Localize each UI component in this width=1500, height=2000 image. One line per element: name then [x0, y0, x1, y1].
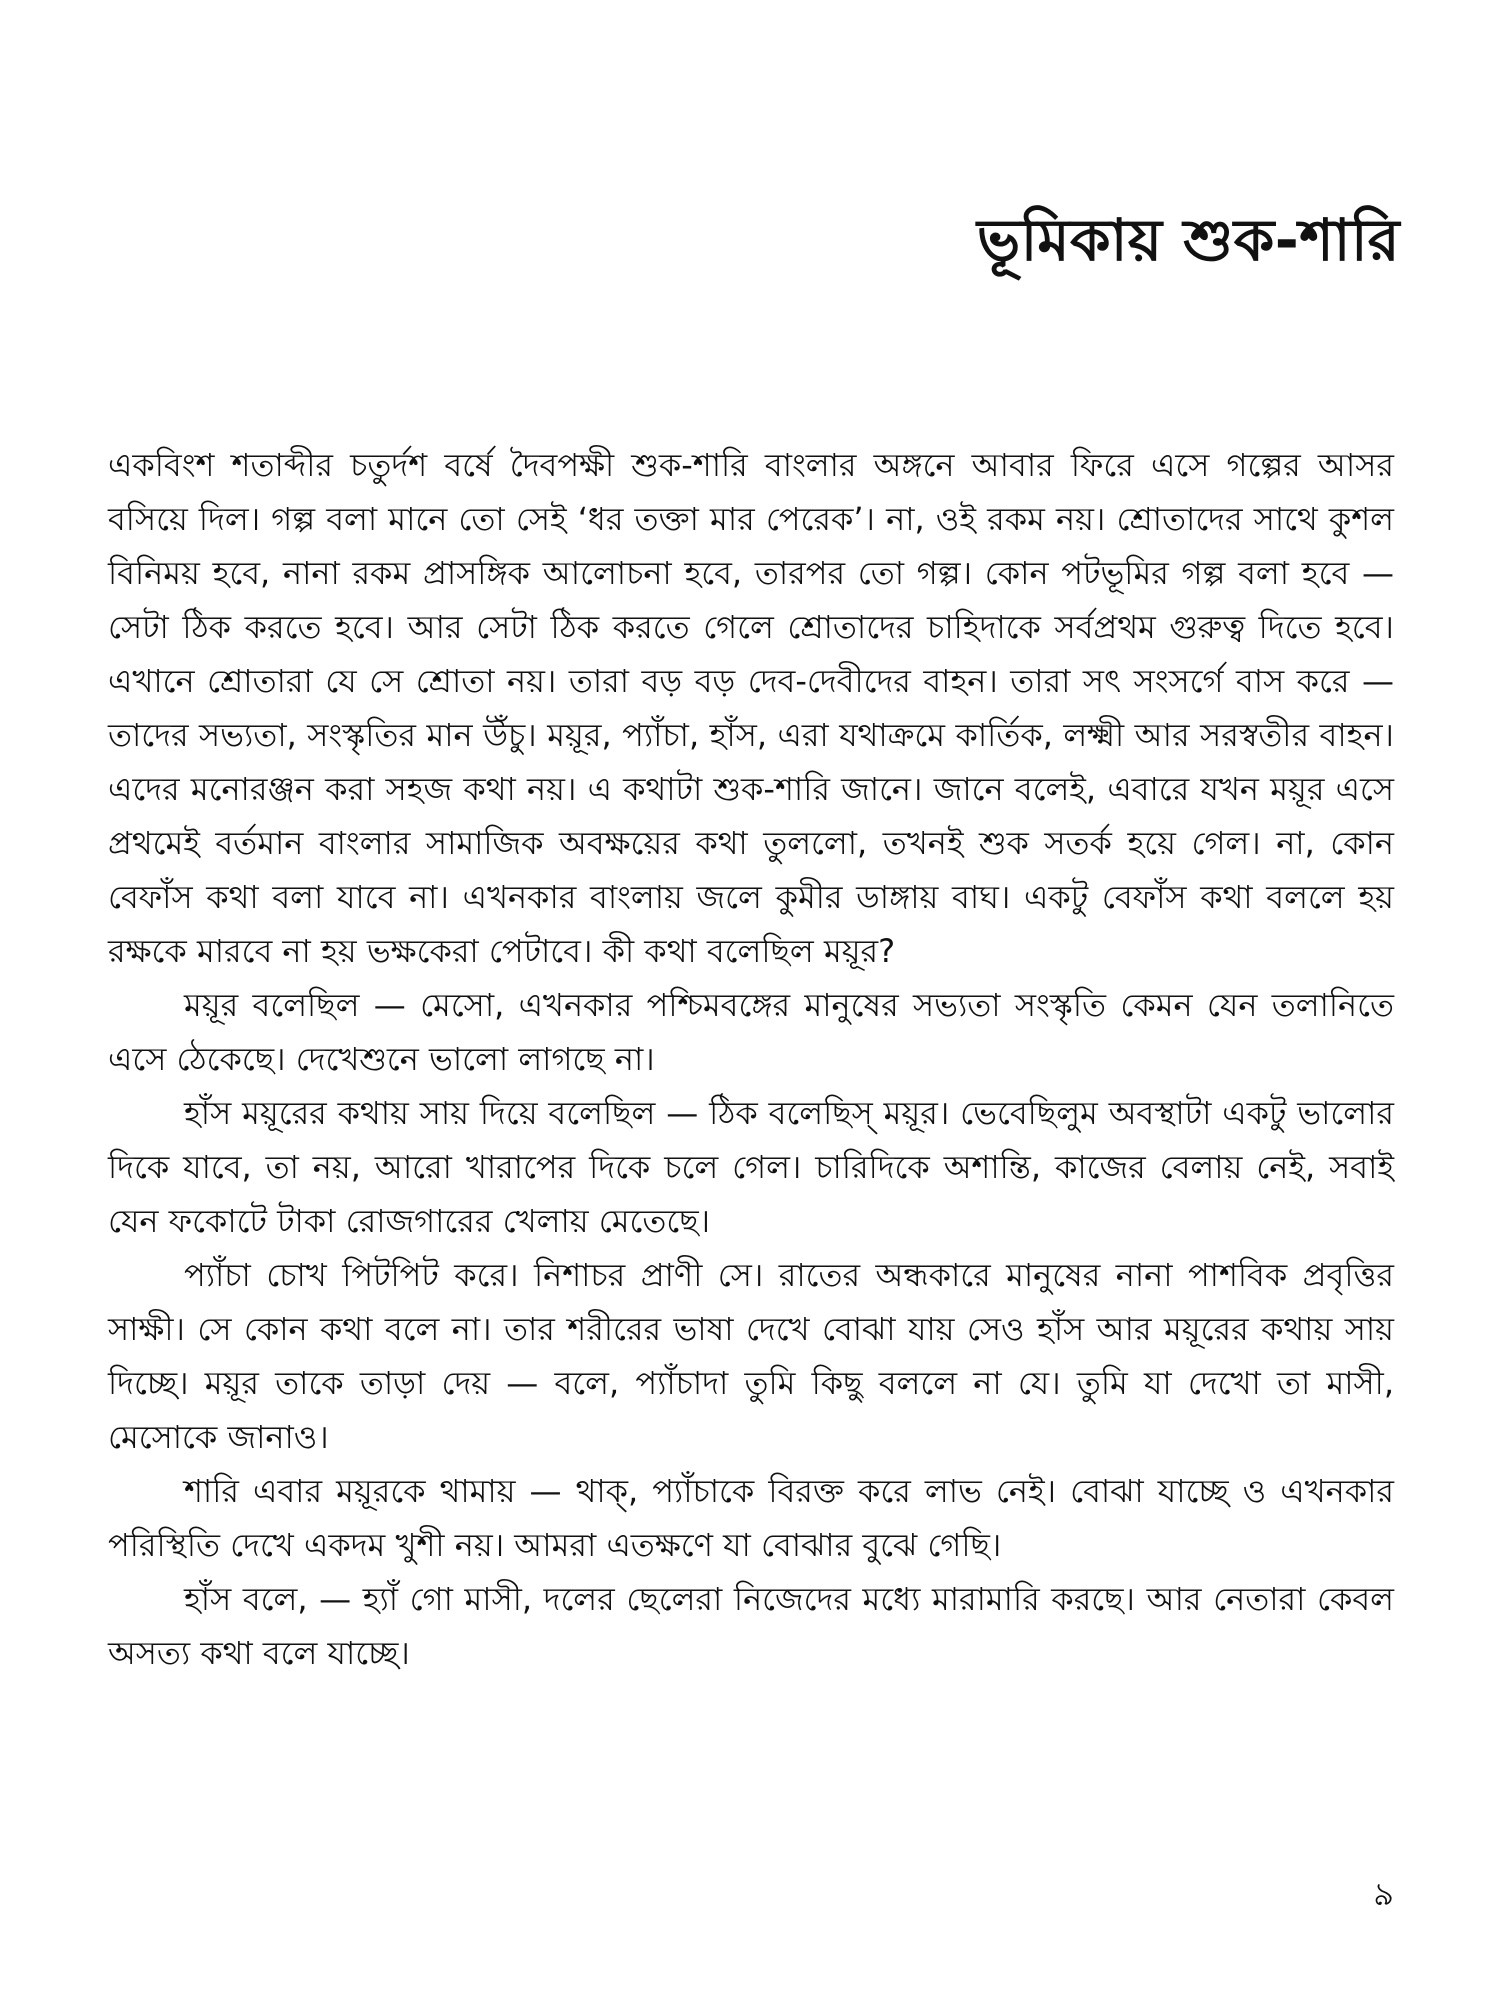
paragraph: হাঁস ময়ূরের কথায় সায় দিয়ে বলেছিল — ঠিক বলেছিস্ ময়ূর। ভেবেছিলুম অবস্থাটা একটু ভালোর দিকে যাবে, তা নয়, আরো খারাপের দিকে চলে গেল। চারিদিকে অশান্তি, কাজের বেলায় নেই, সবাই যেন ফকোটে টাকা রোজগারের খেলায় মেতেছে।	[108, 1094, 1394, 1240]
paragraph: একবিংশ শতাব্দীর চতুর্দশ বর্ষে দৈবপক্ষী শুক-শারি বাংলার অঙ্গনে আবার ফিরে এসে গল্পের আসর বসিয়ে দিল। গল্প বলা মানে তো সেই ‘ধর তক্তা মার পেরেক’। না, ওই রকম নয়। শ্রোতাদের সাথে কুশল বিনিময় হবে, নানা রকম প্রাসঙ্গিক আলোচনা হবে, তারপর তো গল্প। কোন পটভূমির গল্প বলা হবে — সেটা ঠিক করতে হবে। আর সেটা ঠিক করতে গেলে শ্রোতাদের চাহিদাকে সর্বপ্রথম গুরুত্ব দিতে হবে। এখানে শ্রোতারা যে সে শ্রোতা নয়। তারা বড় বড় দেব-দেবীদের বাহন। তারা সৎ সংসর্গে বাস করে — তাদের সভ্যতা, সংস্কৃতির মান উঁচু। ময়ূর, প্যাঁচা, হাঁস, এরা যথাক্রমে কার্তিক, লক্ষ্মী আর সরস্বতীর বাহন। এদের মনোরঞ্জন করা সহজ কথা নয়। এ কথাটা শুক-শারি জানে। জানে বলেই, এবারে যখন ময়ূর এসে প্রথমেই বর্তমান বাংলার সামাজিক অবক্ষয়ের কথা তুললো, তখনই শুক সতর্ক হয়ে গেল। না, কোন বেফাঁস কথা বলা যাবে না। এখনকার বাংলায় জলে কুমীর ডাঙ্গায় বাঘ। একটু বেফাঁস কথা বললে হয় রক্ষকে মারবে না হয় ভক্ষকেরা পেটাবে। কী কথা বলেছিল ময়ূর?	[108, 446, 1394, 970]
paragraph: হাঁস বলে, — হ্যাঁ গো মাসী, দলের ছেলেরা নিজেদের মধ্যে মারামারি করছে। আর নেতারা কেবল অসত্য কথা বলে যাচ্ছে।	[108, 1580, 1394, 1672]
chapter-title: ভূমিকায় শুক-শারি	[977, 206, 1400, 274]
paragraph: শারি এবার ময়ূরকে থামায় — থাক্, প্যাঁচাকে বিরক্ত করে লাভ নেই। বোঝা যাচ্ছে ও এখনকার পরিস্থিতি দেখে একদম খুশী নয়। আমরা এতক্ষণে যা বোঝার বুঝে গেছি।	[108, 1472, 1394, 1564]
paragraph: ময়ূর বলেছিল — মেসো, এখনকার পশ্চিমবঙ্গের মানুষের সভ্যতা সংস্কৃতি কেমন যেন তলানিতে এসে ঠেকেছে। দেখেশুনে ভালো লাগছে না।	[108, 986, 1394, 1078]
page-number: ৯	[1373, 1875, 1394, 1913]
paragraph: প্যাঁচা চোখ পিটপিট করে। নিশাচর প্রাণী সে। রাতের অন্ধকারে মানুষের নানা পাশবিক প্রবৃত্তির সাক্ষী। সে কোন কথা বলে না। তার শরীরের ভাষা দেখে বোঝা যায় সেও হাঁস আর ময়ূরের কথায় সায় দিচ্ছে। ময়ূর তাকে তাড়া দেয় — বলে, প্যাঁচাদা তুমি কিছু বললে না যে। তুমি যা দেখো তা মাসী, মেসোকে জানাও।	[108, 1256, 1394, 1456]
chapter-body	[108, 438, 1394, 1680]
